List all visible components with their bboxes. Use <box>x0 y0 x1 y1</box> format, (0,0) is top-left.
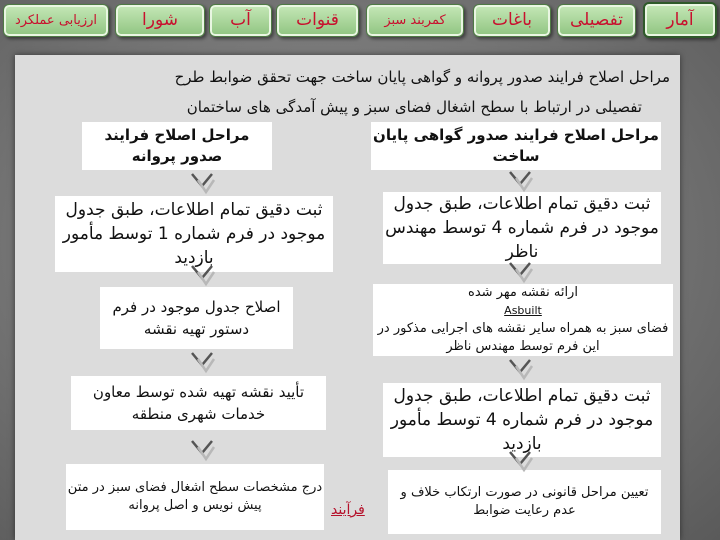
right-step-4: تعيين مراحل قانونی در صورت ارتکاب خلاف و عدم رعايت ضوابط <box>388 470 661 534</box>
left-step-1: ثبت دقيق تمام اطلاعات، طبق جدول موجود در فرم شماره 1 توسط مأمور بازديد <box>55 196 333 272</box>
arrow-down-icon <box>506 448 534 474</box>
right-column-header: مراحل اصلاح فرايند صدور گواهی پايان ساخت <box>371 122 661 170</box>
arrow-down-icon <box>188 170 216 196</box>
left-column-header: مراحل اصلاح فرايند صدور پروانه <box>82 122 272 170</box>
tab-tafsili[interactable]: تفصیلی <box>557 4 636 37</box>
arrow-down-icon <box>506 356 534 382</box>
arrow-down-icon <box>506 168 534 194</box>
arrow-down-icon <box>188 349 216 375</box>
left-step-4: درج مشخصات سطح اشغال فضای سبز در متن پيش نويس و اصل پروانه <box>66 464 324 530</box>
tab-shora[interactable]: شورا <box>115 4 205 37</box>
right-step-1: ثبت دقيق تمام اطلاعات، طبق جدول موجود در فرم شماره 4 توسط مهندس ناظر <box>383 192 661 264</box>
arrow-down-icon <box>188 437 216 463</box>
intro-line-2: تفصيلی در ارتباط با سطح اشغال فضای سبز و پيش آمدگی های ساختمان <box>186 98 642 116</box>
tab-ab[interactable]: آب <box>209 4 272 37</box>
intro-line-1: مراحل اصلاح فرايند صدور پروانه و گواهی پايان ساخت جهت تحقق ضوابط طرح <box>174 68 670 86</box>
tab-qanavat[interactable]: قنوات <box>276 4 359 37</box>
right-step-3: ثبت دقيق تمام اطلاعات، طبق جدول موجود در فرم شماره 4 توسط مأمور بازديد <box>383 383 661 457</box>
farayand-link[interactable]: فرآيند <box>331 502 365 518</box>
tab-amar[interactable]: آمار <box>643 2 717 38</box>
asbuilt-label: Asbuilt <box>504 304 542 317</box>
left-step-2: اصلاح جدول موجود در فرم دستور تهيه نقشه <box>100 287 293 349</box>
right-step-2: ارائه نقشه مهر شده Asbuilt فضای سبز به همراه ساير نقشه های اجرايی مذکور در اين فرم توسط مهندس ناظر <box>373 284 673 356</box>
left-step-3: تأييد نقشه تهيه شده توسط معاون خدمات شهری منطقه <box>71 376 326 430</box>
tab-arzyabi[interactable]: ارزیابی عملکرد <box>3 4 109 37</box>
intro-text <box>30 62 670 122</box>
arrow-down-icon <box>188 262 216 288</box>
arrow-down-icon <box>506 259 534 285</box>
tab-kamarband[interactable]: کمربند سبز <box>366 4 464 37</box>
tab-baghat[interactable]: باغات <box>473 4 551 37</box>
